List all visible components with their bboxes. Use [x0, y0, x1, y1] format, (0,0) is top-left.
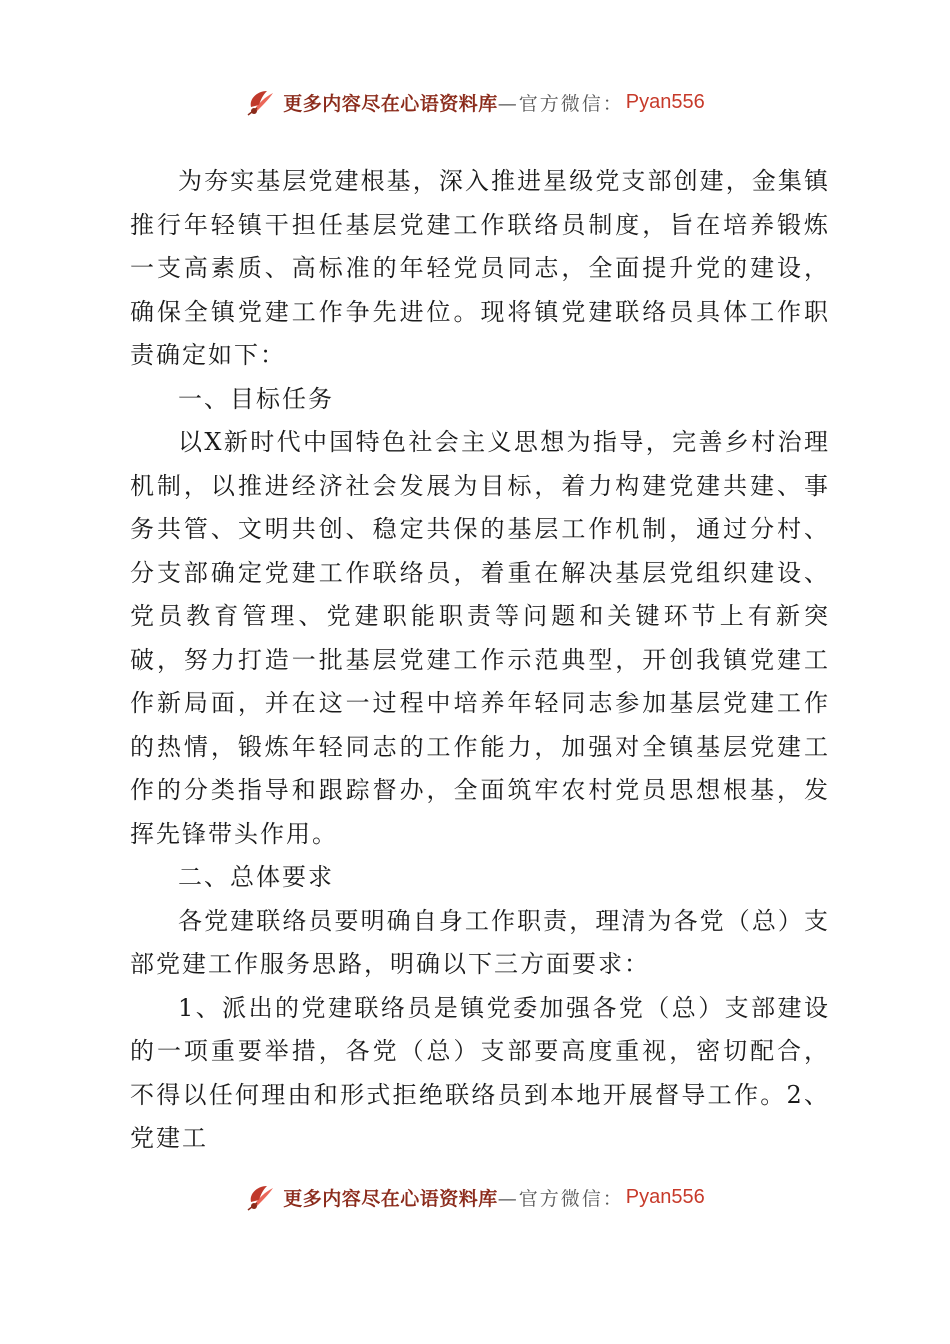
banner-wechat-id: Pyan556: [625, 90, 705, 113]
document-body: [130, 160, 830, 1161]
section-heading-requirements: 二、总体要求: [178, 863, 334, 891]
banner-main-text: 更多内容尽在心语资料库: [283, 92, 498, 115]
goals-paragraph: 以X新时代中国特色社会主义思想为指导，完善乡村治理机制，以推进经济社会发展为目标，着力构建党建共建、事务共管、文明共创、稳定共保的基层工作机制，通过分村、分支部确定党建工作联络员，着重在解决基层党组织建设、党员教育管理、党建职能职责等问题和关键环节上有新突破，努力打造一批基层党建工作示范典型，开创我镇党建工作新局面，并在这一过程中培养年轻同志参加基层党建工作的热情，锻炼年轻同志的工作能力，加强对全镇基层党建工作的分类指导和跟踪督办，全面筑牢农村党员思想根基，发挥先锋带头作用。: [130, 428, 830, 848]
fountain-pen-logo-icon: [245, 85, 279, 119]
banner-main-text: 更多内容尽在心语资料库: [283, 1187, 498, 1210]
fountain-pen-logo-icon: [245, 1180, 279, 1214]
section-heading-goals: 一、目标任务: [178, 384, 334, 413]
requirements-paragraph: 各党建联络员要明确自身工作职责，理清为各党（总）支部党建工作服务思路，明确以下三方面要求：: [130, 906, 830, 978]
intro-paragraph: 为夯实基层党建根基，深入推进星级党支部创建，金集镇推行年轻镇干担任基层党建工作联络员制度，旨在培养锻炼一支高素质、高标准的年轻党员同志，全面提升党的建设，确保全镇党建工作争先进位。现将镇党建联络员具体工作职责确定如下：: [130, 167, 830, 369]
header-banner: [0, 82, 950, 122]
footer-banner: [0, 1177, 950, 1217]
banner-wechat-id: Pyan556: [625, 1185, 705, 1208]
requirement-item-paragraph: 1、派出的党建联络员是镇党委加强各党（总）支部建设的一项重要举措，各党（总）支部要高度重视，密切配合，不得以任何理由和形式拒绝联络员到本地开展督导工作。2、党建工: [130, 993, 830, 1152]
banner-sub-text: —官方微信：: [497, 1187, 624, 1210]
banner-sub-text: —官方微信：: [497, 92, 624, 115]
